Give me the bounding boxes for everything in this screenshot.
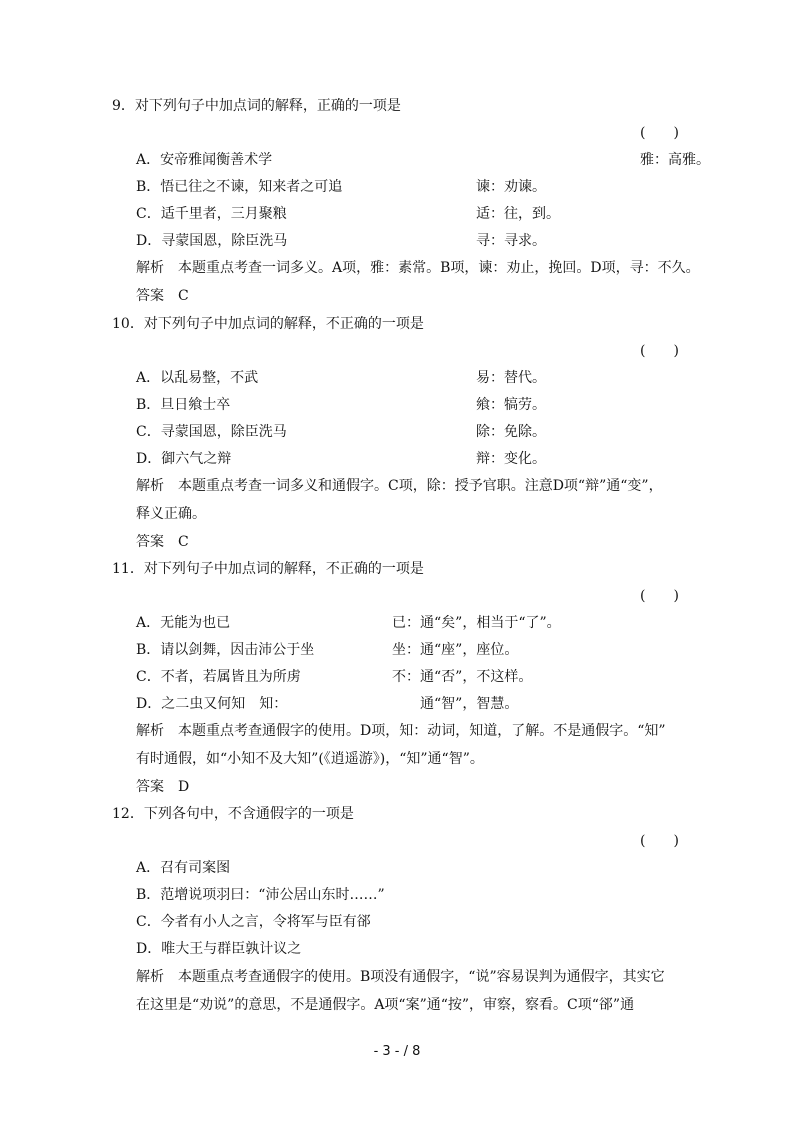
question-9-answer: 答案 C <box>136 288 189 304</box>
option-text: D．寻蒙国恩，除臣洗马 <box>136 233 288 249</box>
option-text: C．寻蒙国恩，除臣洗马 <box>136 424 287 440</box>
question-9-option-c <box>136 205 560 223</box>
option-text: A．以乱易整，不武 <box>136 370 259 386</box>
page-number: - 3 - / 8 <box>373 1044 421 1059</box>
question-10-option-c <box>136 423 546 441</box>
question-11-option-b <box>136 641 519 659</box>
question-11-answer-blank: ( ) <box>640 588 679 604</box>
option-text: B．旦日飨士卒 <box>136 397 231 413</box>
question-9-stem: 9．对下列句子中加点词的解释，正确的一项是 <box>112 98 401 114</box>
option-gloss: 飨：犒劳。 <box>476 397 546 413</box>
option-gloss: 不：通“否”，不这样。 <box>392 669 533 685</box>
option-text: A．安帝雅闻衡善术学 <box>136 152 273 168</box>
option-gloss: 寻：寻求。 <box>476 233 546 249</box>
question-9-analysis: 解析 本题重点考查一词多义。A项，雅：素常。B项，谏：劝止，挽回。D项，寻：不久。 <box>136 260 700 276</box>
question-12-option-b: B．范增说项羽曰：“沛公居山东时……” <box>136 887 385 903</box>
option-text: B．请以剑舞，因击沛公于坐 <box>136 642 315 658</box>
option-text: C．不者，若属皆且为所虏 <box>136 669 301 685</box>
question-11-answer: 答案 D <box>136 779 190 795</box>
option-text: B．悟已往之不谏，知来者之可追 <box>136 179 343 195</box>
option-gloss: 谏：劝谏。 <box>476 179 546 195</box>
question-10-analysis-line-1: 解析 本题重点考查一词多义和通假字。C项，除：授予官职。注意D项“辩”通“变”， <box>136 478 663 494</box>
question-12-stem: 12．下列各句中，不含通假字的一项是 <box>112 806 354 822</box>
question-12-answer-blank: ( ) <box>640 833 679 849</box>
question-11-stem: 11．对下列句子中加点词的解释，不正确的一项是 <box>112 561 424 577</box>
question-9-option-a <box>136 151 710 169</box>
question-12-option-d: D．唯大王与群臣孰计议之 <box>136 941 302 957</box>
option-text: D．之二虫又何知 知： <box>136 696 288 712</box>
question-10-option-a <box>136 369 546 387</box>
option-gloss: 辩：变化。 <box>476 451 546 467</box>
question-11-option-c <box>136 668 533 686</box>
question-10-option-b <box>136 396 546 414</box>
question-11-analysis-line-2: 有时通假，如“小知不及大知”(《逍遥游》)，“知”通“智”。 <box>136 751 484 767</box>
question-12-analysis-line-1: 解析 本题重点考查通假字的使用。B项没有通假字，“说”容易误判为通假字，其实它 <box>136 969 665 985</box>
question-9-option-d <box>136 232 546 250</box>
option-text: A．无能为也已 <box>136 615 231 631</box>
question-11-analysis-line-1: 解析 本题重点考查通假字的使用。D项，知：动词，知道，了解。不是通假字。“知” <box>136 723 666 739</box>
question-10-stem: 10．对下列句子中加点词的解释，不正确的一项是 <box>112 316 424 332</box>
question-9-option-b <box>136 178 546 196</box>
question-10-option-d <box>136 450 546 468</box>
option-gloss: 雅：高雅。 <box>640 152 710 168</box>
option-gloss: 坐：通“座”，座位。 <box>392 642 519 658</box>
option-gloss: 适：往，到。 <box>476 206 560 222</box>
option-gloss: 通“智”，智慧。 <box>420 696 519 712</box>
question-12-option-c: C．今者有小人之言，令将军与臣有郤 <box>136 914 371 930</box>
option-text: C．适千里者，三月聚粮 <box>136 206 287 222</box>
question-10-answer-blank: ( ) <box>640 343 679 359</box>
question-9-answer-blank: ( ) <box>640 125 679 141</box>
option-text: D．御六气之辩 <box>136 451 232 467</box>
question-10-answer: 答案 C <box>136 534 189 550</box>
question-12-analysis-line-2: 在这里是“劝说”的意思，不是通假字。A项“案”通“按”，审察，察看。C项“郤”通 <box>136 997 635 1013</box>
option-gloss: 易：替代。 <box>476 370 546 386</box>
question-11-option-d <box>136 695 519 713</box>
option-gloss: 除：免除。 <box>476 424 546 440</box>
option-gloss: 已：通“矣”，相当于“了”。 <box>392 615 561 631</box>
question-11-option-a <box>136 614 561 632</box>
question-12-option-a: A．召有司案图 <box>136 860 231 876</box>
question-10-analysis-line-2: 释义正确。 <box>136 506 206 522</box>
